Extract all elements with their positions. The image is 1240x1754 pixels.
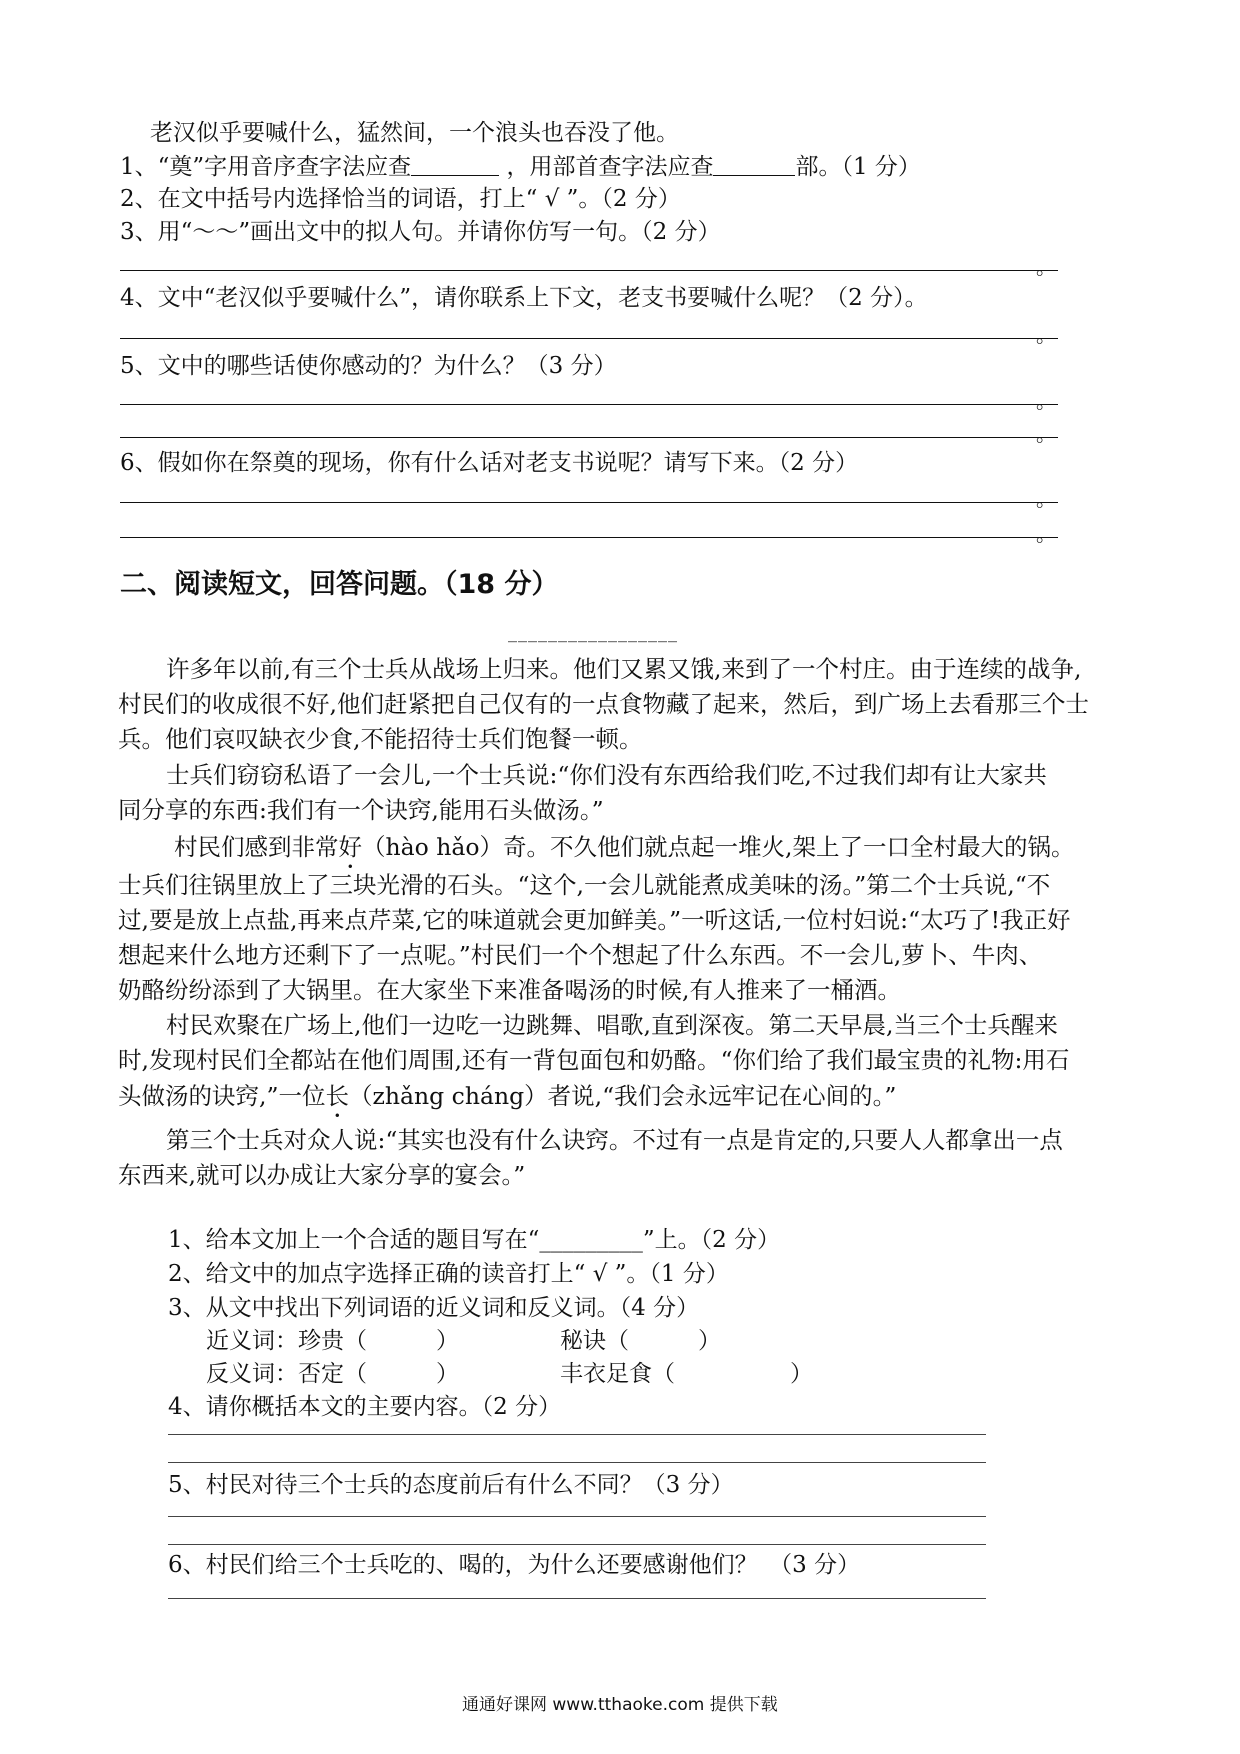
title-blank[interactable]: _________________ <box>508 622 678 643</box>
passage-text: 头做汤的诀窍,”一位 <box>118 1082 326 1110</box>
answer-line[interactable] <box>120 404 1058 405</box>
answer-line-period: 。 <box>1036 522 1056 546</box>
passage-text: 村民们感到非常 <box>174 833 339 861</box>
passage-line: 村民们的收成很不好,他们赶紧把自己仅有的一点食物藏了起来，然后，到广场上去看那三个士 <box>118 690 1089 718</box>
passage-line: 过,要是放上点盐,再来点芹菜,它的味道就会更加鲜美。”一听这话,一位村妇说:“太巧了!我正好 <box>118 906 1071 934</box>
passage-line: 同分享的东西:我们有一个诀窍,能用石头做汤。” <box>118 796 604 824</box>
passage-line: 士兵们窃窃私语了一会儿,一个士兵说:“你们没有东西给我们吃,不过我们却有让大家共 <box>166 761 1047 789</box>
antonym-fouding: 反义词：否定（ ） <box>206 1361 459 1387</box>
question-2: 2、在文中括号内选择恰当的词语，打上“ √ ”。（2 分） <box>120 186 681 212</box>
passage-line: 许多年以前,有三个士兵从战场上归来。他们又累又饿,来到了一个村庄。由于连续的战争, <box>166 655 1082 683</box>
answer-line[interactable] <box>120 338 1058 339</box>
answer-line-period: 。 <box>1036 389 1056 413</box>
question-3: 3、从文中找出下列词语的近义词和反义词。（4 分） <box>168 1295 700 1321</box>
answer-line[interactable] <box>168 1434 986 1435</box>
passage-line: 奶酪纷纷添到了大锅里。在大家坐下来准备喝汤的时候,有人推来了一桶酒。 <box>118 976 901 1004</box>
question-1-text-c: 部。（1 分） <box>795 154 921 180</box>
dotted-char-hao: 好 <box>338 833 362 861</box>
passage-line <box>174 830 1075 864</box>
answer-blank-bushou[interactable] <box>713 151 795 176</box>
page-footer: 通通好课网 www.tthaoke.com 提供下载 <box>462 1695 778 1715</box>
passage-line: 村民欢聚在广场上,他们一边吃一边跳舞、唱歌,直到深夜。第二天早晨,当三个士兵醒来 <box>166 1011 1058 1039</box>
section-heading: 二、阅读短文，回答问题。（18 分） <box>120 569 559 600</box>
answer-line[interactable] <box>120 437 1058 438</box>
passage-line: 第三个士兵对众人说:“其实也没有什么诀窍。不过有一点是肯定的,只要人人都拿出一点 <box>166 1126 1063 1154</box>
answer-line[interactable] <box>168 1598 986 1599</box>
passage-last-line: 老汉似乎要喊什么，猛然间，一个浪头也吞没了他。 <box>150 120 679 146</box>
question-1 <box>120 151 921 182</box>
answer-line-period: 。 <box>1036 422 1056 446</box>
passage-line: 东西来,就可以办成让大家分享的宴会。” <box>118 1161 526 1189</box>
question-1-text-b: ，用部首查字法应查 <box>506 154 714 180</box>
question-5: 5、文中的哪些话使你感动的？为什么？（3 分） <box>120 353 617 379</box>
question-2: 2、给文中的加点字选择正确的读音打上“ √ ”。（1 分） <box>168 1261 729 1287</box>
question-1: 1、给本文加上一个合适的题目写在“_________”上。（2 分） <box>168 1227 781 1253</box>
passage-line: 兵。他们哀叹缺衣少食,不能招待士兵们饱餐一顿。 <box>118 725 643 753</box>
synonym-mijue: 秘诀（ ） <box>560 1328 721 1354</box>
question-4: 4、文中“老汉似乎要喊什么”，请你联系上下文，老支书要喊什么呢？（2 分）。 <box>120 285 928 311</box>
passage-line: 时,发现村民们全都站在他们周围,还有一背包面包和奶酪。“你们给了我们最宝贵的礼物:用石 <box>118 1046 1070 1074</box>
answer-line[interactable] <box>168 1462 986 1463</box>
answer-line-period: 。 <box>1036 487 1056 511</box>
answer-line[interactable] <box>120 502 1058 503</box>
passage-line <box>118 1079 896 1113</box>
question-6: 6、村民们给三个士兵吃的、喝的，为什么还要感谢他们？ （3 分） <box>168 1552 861 1578</box>
question-4: 4、请你概括本文的主要内容。（2 分） <box>168 1394 562 1420</box>
answer-line-period: 。 <box>1036 255 1056 279</box>
question-6: 6、假如你在祭奠的现场，你有什么话对老支书说呢？请写下来。（2 分） <box>120 450 859 476</box>
question-1-text-a: 1、“奠”字用音序查字法应查 <box>120 154 412 180</box>
antonym-fengyizushi: 丰衣足食（ ） <box>560 1361 813 1387</box>
synonym-zhengui: 近义词：珍贵（ ） <box>206 1328 459 1354</box>
dotted-char-zhang: 长 <box>325 1082 349 1110</box>
answer-line[interactable] <box>120 270 1058 271</box>
answer-line[interactable] <box>168 1544 986 1545</box>
question-3: 3、用“～～”画出文中的拟人句。并请你仿写一句。（2 分） <box>120 219 721 245</box>
answer-line[interactable] <box>120 537 1058 538</box>
answer-line[interactable] <box>168 1516 986 1517</box>
passage-text: （hào hǎo）奇。不久他们就点起一堆火,架上了一口全村最大的锅。 <box>362 833 1075 861</box>
passage-text: （zhǎng cháng）者说,“我们会永远牢记在心间的。” <box>348 1082 897 1110</box>
passage-line: 想起来什么地方还剩下了一点呢。”村民们一个个想起了什么东西。不一会儿,萝卜、牛肉、 <box>118 941 1043 969</box>
answer-blank-yinxu[interactable] <box>411 151 499 176</box>
passage-line: 士兵们往锅里放上了三块光滑的石头。“这个,一会儿就能煮成美味的汤。”第二个士兵说,“不 <box>118 871 1051 899</box>
answer-line-period: 。 <box>1036 323 1056 347</box>
question-5: 5、村民对待三个士兵的态度前后有什么不同？（3 分） <box>168 1472 734 1498</box>
